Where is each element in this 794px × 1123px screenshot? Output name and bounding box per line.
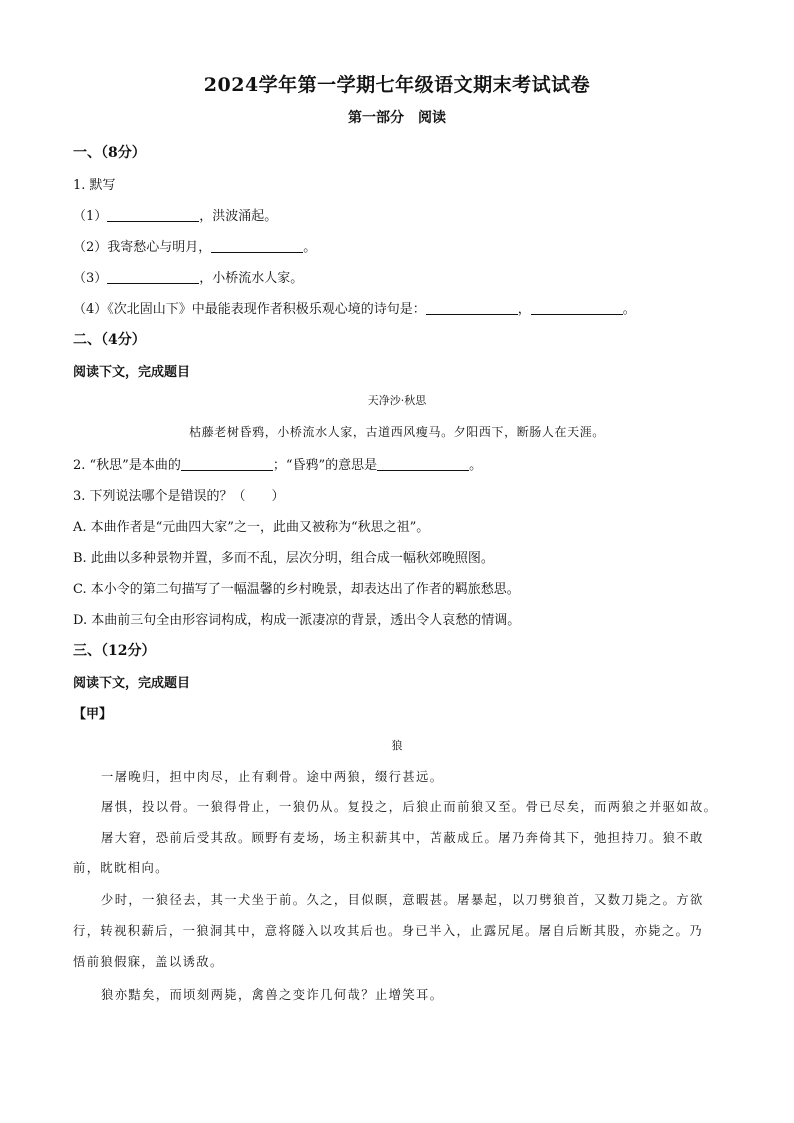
passage-line: 行，转视积薪后，一狼洞其中，意将隧入以攻其后也。身已半入，止露尻尾。屠自后断其股，亦毙之。乃 [73, 924, 704, 938]
passage-line: 一屠晚归，担中肉尽，止有剩骨。途中两狼，缀行甚远。 [101, 770, 444, 784]
section-heading-2: 二、（4分） [73, 332, 146, 348]
poem-title: 天净沙·秋思 [367, 394, 427, 407]
q1-4-mid: ， [517, 302, 531, 317]
question-1-label: 1. 默写 [73, 178, 116, 193]
passage-line: 少时，一狼径去，其一犬坐于前。久之，目似瞑，意暇甚。屠暴起，以刀劈狼首，又数刀毙之。方欲 [101, 893, 704, 907]
q2-mid: ；“昏鸦”的意思是 [272, 458, 378, 473]
q1-2-suffix: 。 [303, 240, 317, 255]
answer-blank[interactable] [426, 300, 518, 315]
passage-line: 屠惧，投以骨。一狼得骨止，一狼仍从。复投之，后狼止而前狼又至。骨已尽矣，而两狼之并驱如故。 [101, 800, 718, 814]
answer-blank[interactable] [181, 456, 273, 471]
q1-1-prefix: （1） [73, 209, 108, 224]
read-instruction: 阅读下文，完成题目 [73, 676, 191, 691]
q2-suffix: 。 [469, 458, 483, 473]
answer-blank[interactable] [211, 238, 303, 253]
question-1-line-3 [73, 267, 303, 286]
part-heading: 第一部分 阅读 [348, 110, 446, 126]
answer-blank[interactable] [107, 269, 199, 284]
q1-3-prefix: （3） [73, 271, 108, 286]
poem-text: 枯藤老树昏鸦，小桥流水人家，古道西风瘦马。夕阳西下，断肠人在天涯。 [189, 425, 605, 439]
option-d: D. 本曲前三句全由形容词构成，构成一派凄凉的背景，透出令人哀愁的情调。 [73, 613, 521, 628]
q1-4-prefix: （4）《次北固山下》中最能表现作者积极乐观心境的诗句是： [73, 302, 426, 317]
passage-line: 狼亦黠矣，而顷刻两毙，禽兽之变诈几何哉？止增笑耳。 [101, 988, 444, 1002]
question-1-line-2 [73, 236, 316, 255]
passage-title: 狼 [391, 739, 403, 752]
passage-line: 前，眈眈相向。 [73, 861, 169, 875]
section-heading-3: 三、（12分） [73, 643, 156, 659]
q1-4-suffix: 。 [622, 302, 636, 317]
passage-label: 【甲】 [73, 707, 113, 722]
page-title: 2024学年第一学期七年级语文期末考试试卷 [203, 74, 591, 96]
q1-2-prefix: （2）我寄愁心与明月， [73, 240, 212, 255]
option-b: B. 此曲以多种景物并置，多而不乱，层次分明，组合成一幅秋郊晚照图。 [73, 551, 494, 566]
passage-line: 屠大窘，恐前后受其敌。顾野有麦场，场主积薪其中，苫蔽成丘。屠乃奔倚其下，弛担持刀。狼不敢 [101, 831, 704, 845]
answer-blank[interactable] [377, 456, 469, 471]
question-2 [73, 454, 482, 473]
question-3-stem: 3. 下列说法哪个是错误的？（ ） [73, 489, 285, 504]
option-c: C. 本小令的第二句描写了一幅温馨的乡村晚景，却表达出了作者的羁旅愁思。 [73, 582, 520, 597]
read-instruction: 阅读下文，完成题目 [73, 365, 191, 380]
question-1-line-1 [73, 205, 277, 224]
q1-1-suffix: ，洪波涌起。 [199, 209, 278, 224]
q2-prefix: 2. “秋思”是本曲的 [73, 458, 181, 473]
answer-blank[interactable] [107, 207, 199, 222]
passage-line: 悟前狼假寐，盖以诱敌。 [73, 955, 224, 969]
answer-blank[interactable] [531, 300, 623, 315]
question-1-line-4 [73, 298, 636, 317]
option-a: A. 本曲作者是“元曲四大家”之一，此曲又被称为“秋思之祖”。 [73, 520, 430, 535]
section-heading-1: 一、（8分） [73, 145, 146, 161]
q1-3-suffix: ，小桥流水人家。 [199, 271, 304, 286]
